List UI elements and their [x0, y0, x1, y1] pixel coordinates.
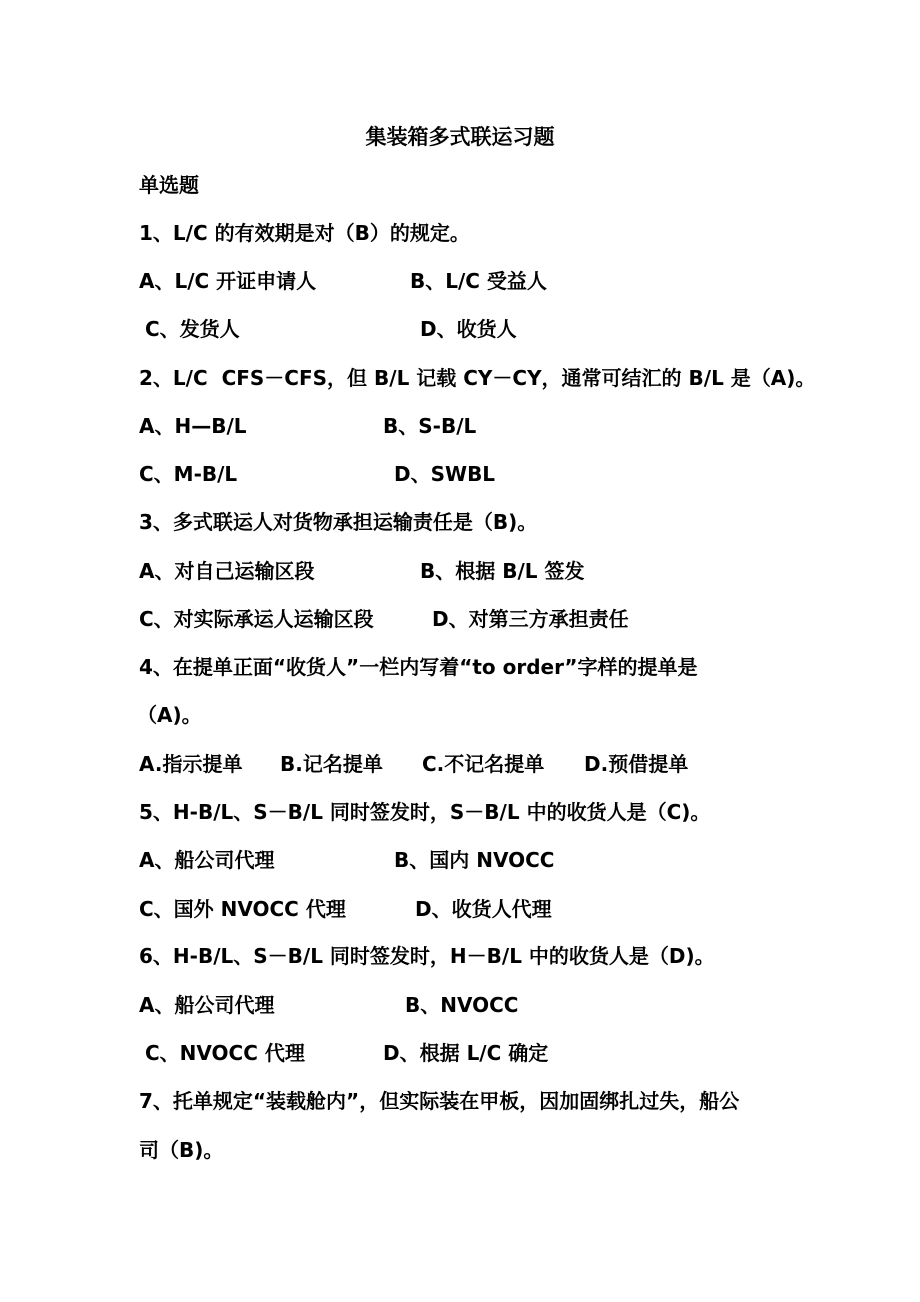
question-5-option-b: B、国内 NVOCC [394, 848, 555, 872]
question-4-stem: 4、在提单正面“收货人”一栏内写着“to order”字样的提单是 [139, 655, 698, 679]
question-5-option-a: A、船公司代理 [139, 848, 275, 872]
question-3-option-c: C、对实际承运人运输区段 [139, 607, 374, 631]
question-7-stem-continued: 司（B)。 [139, 1138, 224, 1162]
question-7-stem: 7、托单规定“装载舱内”，但实际装在甲板，因加固绑扎过失，船公 [139, 1089, 740, 1113]
question-2-option-c: C、M-B/L [139, 462, 238, 486]
question-1-option-c: C、发货人 [145, 317, 240, 341]
question-5-stem: 5、H-B/L、S－B/L 同时签发时，S－B/L 中的收货人是（C)。 [139, 800, 711, 824]
question-4-option-c: C.不记名提单 [422, 752, 545, 776]
document-title: 集装箱多式联运习题 [365, 125, 555, 149]
question-1-option-b: B、L/C 受益人 [410, 269, 547, 293]
question-4-option-d: D.预借提单 [584, 752, 689, 776]
question-4-option-b: B.记名提单 [280, 752, 383, 776]
question-3-option-b: B、根据 B/L 签发 [420, 559, 585, 583]
question-3-option-d: D、对第三方承担责任 [432, 607, 629, 631]
question-1-option-d: D、收货人 [420, 317, 517, 341]
question-4-option-a: A.指示提单 [139, 752, 243, 776]
question-6-option-a: A、船公司代理 [139, 993, 275, 1017]
question-6-option-b: B、NVOCC [405, 993, 519, 1017]
question-6-option-c: C、NVOCC 代理 [145, 1041, 305, 1065]
question-5-option-c: C、国外 NVOCC 代理 [139, 897, 346, 921]
question-1-stem: 1、L/C 的有效期是对（B）的规定。 [139, 221, 470, 245]
question-2-stem: 2、L/C CFS－CFS，但 B/L 记载 CY－CY，通常可结汇的 B/L 是（A)。 [139, 366, 816, 390]
section-heading: 单选题 [139, 173, 199, 197]
question-2-option-d: D、SWBL [394, 462, 496, 486]
question-3-option-a: A、对自己运输区段 [139, 559, 315, 583]
question-6-option-d: D、根据 L/C 确定 [383, 1041, 549, 1065]
question-5-option-d: D、收货人代理 [415, 897, 552, 921]
question-3-stem: 3、多式联运人对货物承担运输责任是（B)。 [139, 510, 538, 534]
question-1-option-a: A、L/C 开证申请人 [139, 269, 317, 293]
question-2-option-b: B、S-B/L [383, 414, 477, 438]
question-6-stem: 6、H-B/L、S－B/L 同时签发时，H－B/L 中的收货人是（D)。 [139, 944, 715, 968]
question-2-option-a: A、H—B/L [139, 414, 247, 438]
question-4-stem-continued: （A)。 [137, 703, 202, 727]
